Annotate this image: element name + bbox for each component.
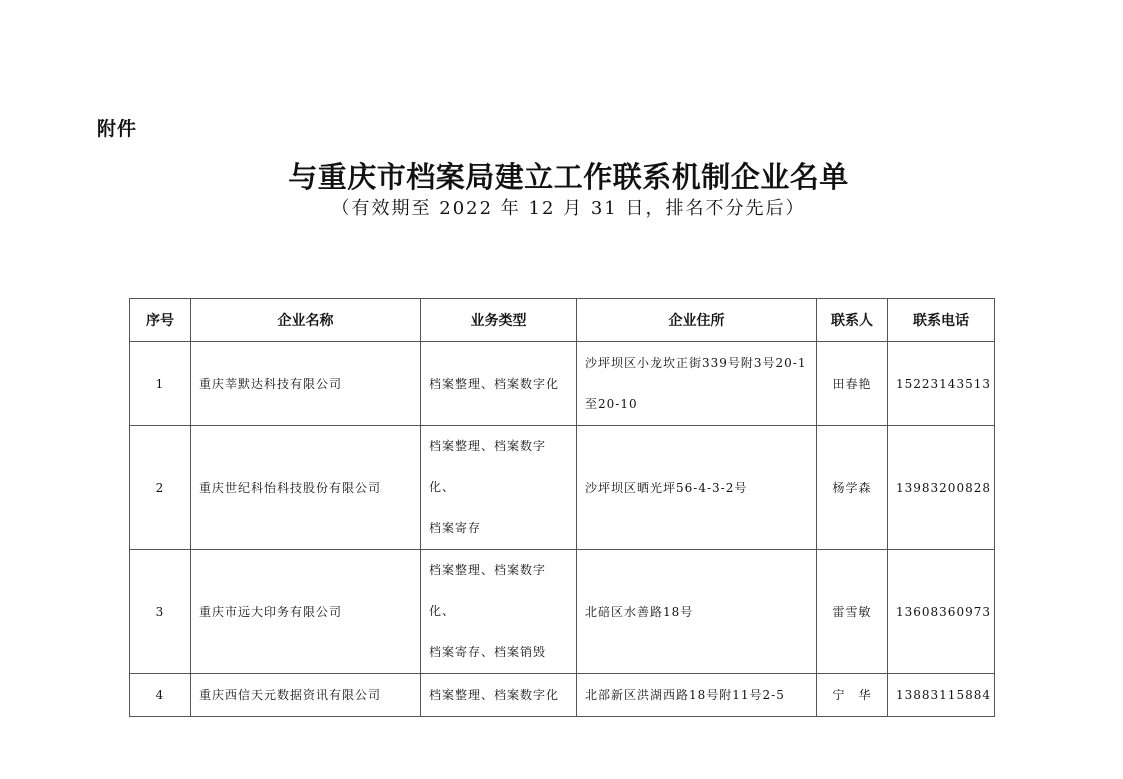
row-index: 4 — [130, 674, 191, 717]
company-roster-table — [129, 298, 995, 717]
business-type-line: 档案寄存 — [429, 521, 482, 535]
table-row — [130, 550, 995, 674]
row-company: 重庆市远大印务有限公司 — [191, 550, 421, 674]
attachment-label: 附件 — [97, 118, 138, 140]
business-type-line: 档案整理、档案数字化、 — [429, 439, 547, 494]
table-header-row — [130, 299, 995, 342]
row-contact: 杨学森 — [817, 426, 888, 550]
row-index: 3 — [130, 550, 191, 674]
header-business-type: 业务类型 — [421, 299, 577, 342]
row-index: 1 — [130, 342, 191, 426]
row-company: 重庆世纪科怡科技股份有限公司 — [191, 426, 421, 550]
row-business-type: 档案整理、档案数字化 — [421, 674, 577, 717]
address-line: 至20-10 — [585, 396, 638, 411]
header-index: 序号 — [130, 299, 191, 342]
row-contact: 宁 华 — [817, 674, 888, 717]
table-row — [130, 426, 995, 550]
business-type-line: 档案整理、档案数字化、 — [429, 563, 547, 618]
document-title: 与重庆市档案局建立工作联系机制企业名单 — [288, 160, 849, 194]
table-row — [130, 674, 995, 717]
document-subtitle: （有效期至 2022 年 12 月 31 日，排名不分先后） — [331, 198, 806, 219]
row-address — [577, 342, 817, 426]
row-address: 北部新区洪湖西路18号附11号2-5 — [577, 674, 817, 717]
row-business-type — [421, 550, 577, 674]
row-company: 重庆西信天元数据资讯有限公司 — [191, 674, 421, 717]
row-phone: 13883115884 — [888, 674, 995, 717]
row-phone: 13608360973 — [888, 550, 995, 674]
row-index: 2 — [130, 426, 191, 550]
header-company: 企业名称 — [191, 299, 421, 342]
row-business-type — [421, 426, 577, 550]
row-phone: 15223143513 — [888, 342, 995, 426]
row-phone: 13983200828 — [888, 426, 995, 550]
address-line: 沙坪坝区小龙坎正街339号附3号20-1 — [585, 355, 807, 370]
table-row — [130, 342, 995, 426]
business-type-line: 档案寄存、档案销毁 — [429, 645, 547, 659]
row-business-type: 档案整理、档案数字化 — [421, 342, 577, 426]
row-address: 北碚区水善路18号 — [577, 550, 817, 674]
header-phone: 联系电话 — [888, 299, 995, 342]
header-address: 企业住所 — [577, 299, 817, 342]
row-company: 重庆莘默达科技有限公司 — [191, 342, 421, 426]
row-address: 沙坪坝区晒光坪56-4-3-2号 — [577, 426, 817, 550]
row-contact: 雷雪敏 — [817, 550, 888, 674]
row-contact: 田春艳 — [817, 342, 888, 426]
header-contact: 联系人 — [817, 299, 888, 342]
